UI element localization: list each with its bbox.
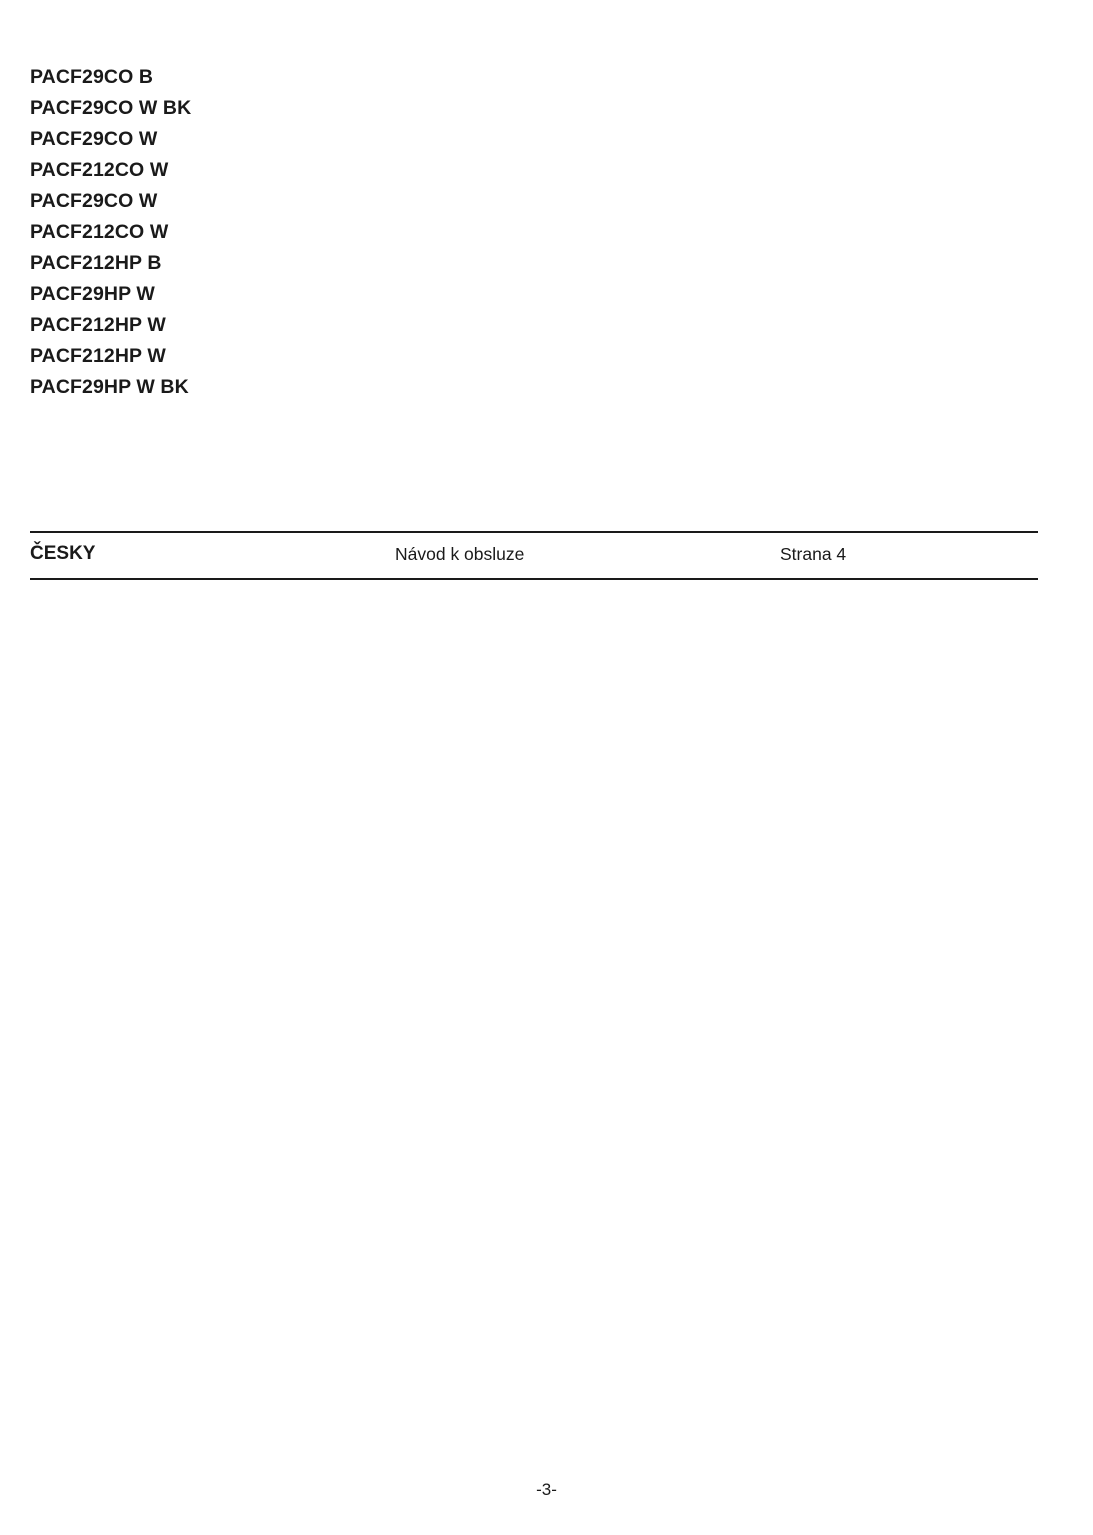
model-number-list — [30, 62, 730, 403]
model-line: PACF29CO W — [30, 190, 158, 212]
footer-bottom-rule — [30, 578, 1038, 580]
model-line: PACF29CO W — [30, 128, 158, 150]
footer-language: ČESKY — [30, 543, 96, 564]
model-line: PACF212CO W — [30, 159, 169, 181]
footer-row — [30, 533, 1038, 578]
model-line: PACF212HP W — [30, 314, 166, 336]
model-line: PACF29CO B — [30, 66, 154, 88]
model-line: PACF29HP W — [30, 283, 155, 305]
model-line: PACF29CO W BK — [30, 97, 192, 119]
model-line: PACF29HP W BK — [30, 376, 189, 398]
footer-title: Návod k obsluze — [395, 544, 525, 564]
model-line: PACF212HP B — [30, 252, 162, 274]
page-number: -3- — [536, 1480, 557, 1499]
model-line: PACF212CO W — [30, 221, 169, 243]
footer-block — [30, 531, 1038, 580]
footer-page-label: Strana 4 — [780, 544, 847, 564]
model-line: PACF212HP W — [30, 345, 166, 367]
